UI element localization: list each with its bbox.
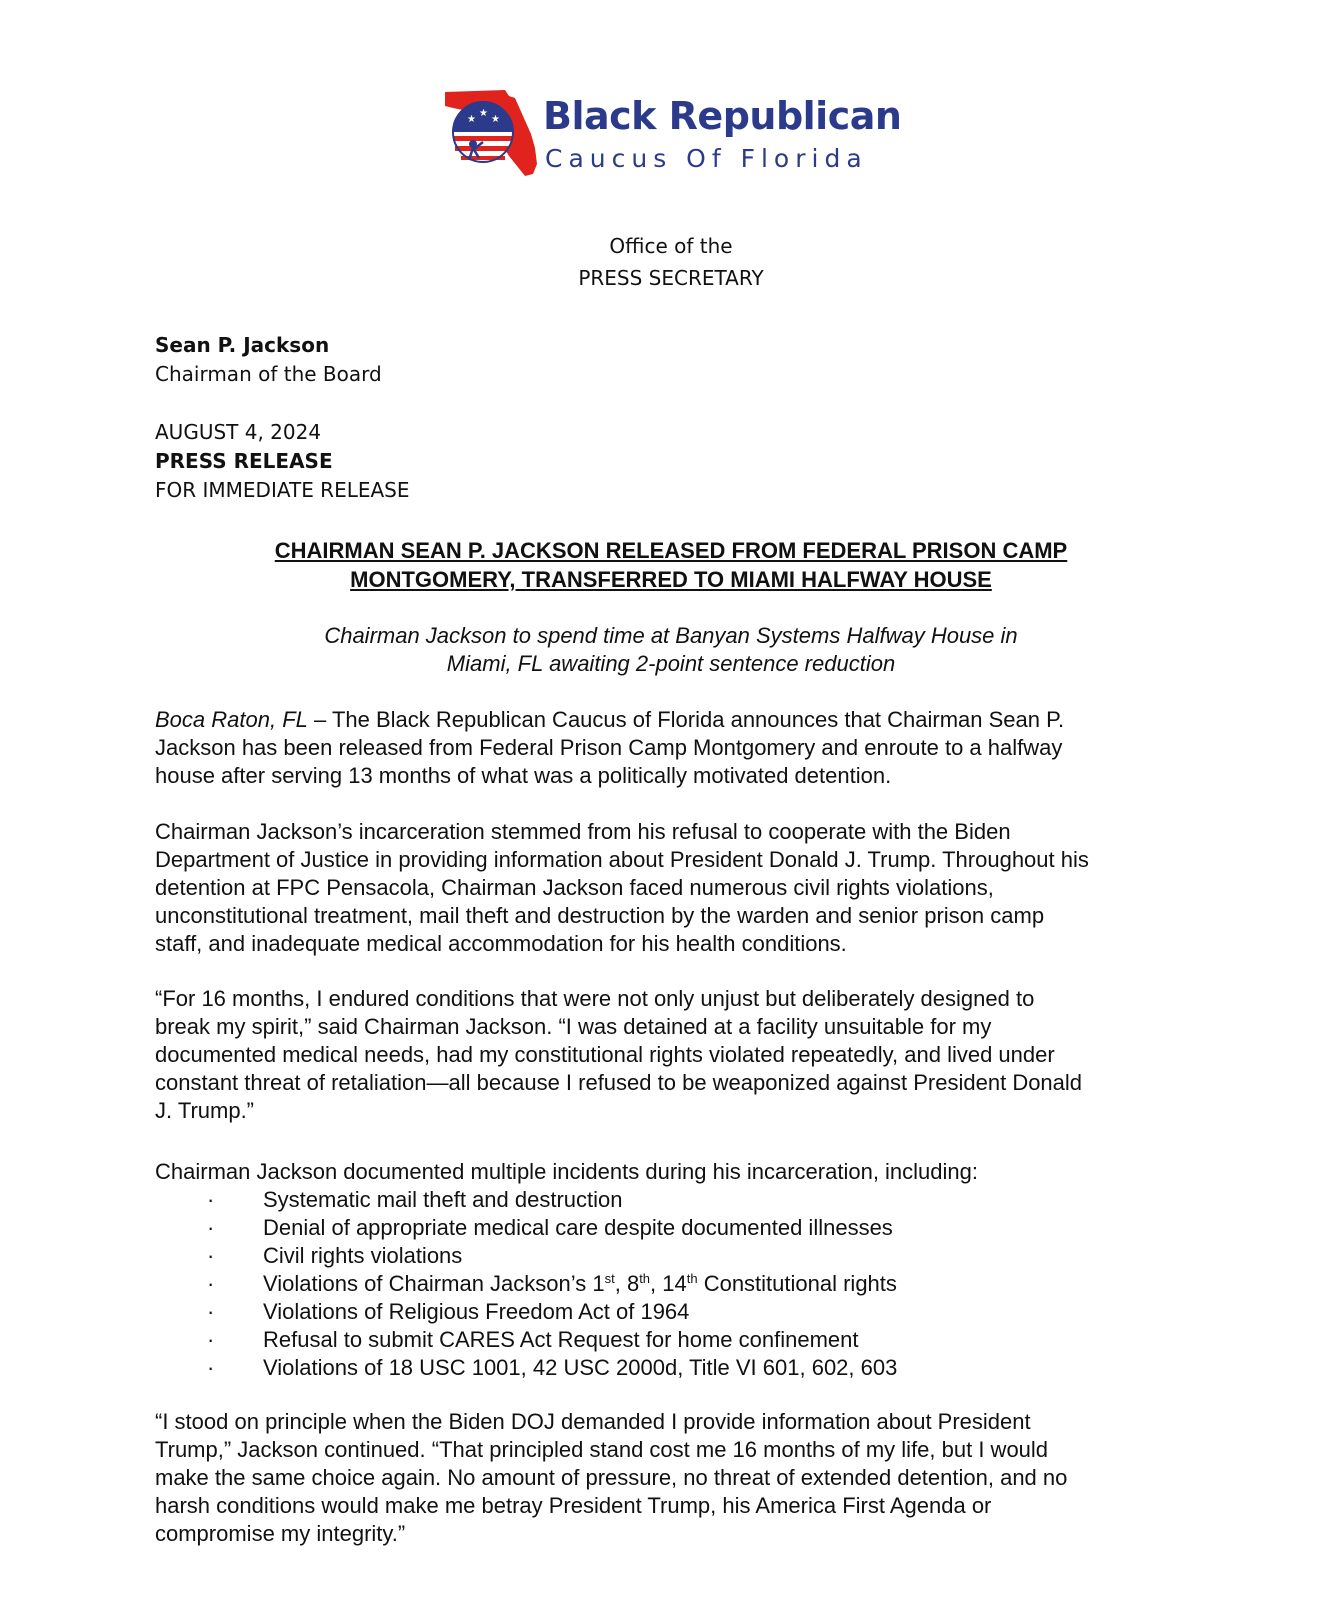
paragraph-text: make the same choice again. No amount of pressure, no threat of extended detention, and no [155, 1465, 1068, 1490]
paragraph-quote-2 [155, 1408, 1205, 1548]
paragraph-text: detention at FPC Pensacola, Chairman Jackson faced numerous civil rights violations, [155, 875, 994, 900]
paragraph-text: “I stood on principle when the Biden DOJ demanded I provide information about President [155, 1409, 1031, 1434]
list-item-text: Violations of Chairman Jackson’s 1st, 8th, 14th Constitutional rights [263, 1271, 897, 1296]
paragraph-text: break my spirit,” said Chairman Jackson. “I was detained at a facility unsuitable for my [155, 1014, 992, 1039]
subhead-line: Miami, FL awaiting 2-point sentence reduction [446, 651, 896, 676]
list-item-text: Denial of appropriate medical care despite documented illnesses [263, 1215, 893, 1240]
paragraph-intro [155, 706, 1205, 790]
logo-title: Black Republican [543, 94, 902, 138]
paragraph-text: harsh conditions would make me betray President Trump, his America First Agenda or [155, 1493, 992, 1518]
list-item-text: Violations of Religious Freedom Act of 1964 [263, 1299, 690, 1324]
signer-block [155, 331, 382, 389]
dateline: Boca Raton, FL [155, 707, 308, 732]
headline-line: MONTGOMERY, TRANSFERRED TO MIAMI HALFWAY HOUSE [350, 567, 992, 592]
headline [0, 536, 1342, 594]
subhead-line: Chairman Jackson to spend time at Banyan Systems Halfway House in [324, 623, 1018, 648]
organization-logo [443, 86, 903, 182]
list-item-text: Systematic mail theft and destruction [263, 1187, 623, 1212]
release-date: AUGUST 4, 2024 [155, 420, 322, 444]
paragraph-incidents-intro [155, 1158, 1205, 1186]
svg-text:★: ★ [491, 114, 500, 125]
bullet-marker: · [207, 1327, 215, 1352]
release-info [155, 418, 410, 505]
florida-flag-emblem-icon [443, 86, 543, 182]
paragraph-text: staff, and inadequate medical accommodation for his health conditions. [155, 931, 847, 956]
office-header [0, 230, 1342, 294]
svg-text:★: ★ [467, 114, 476, 125]
paragraph-text: house after serving 13 months of what was a politically motivated detention. [155, 763, 892, 788]
bullet-marker: · [207, 1355, 215, 1380]
svg-text:★: ★ [479, 108, 488, 119]
office-title: PRESS SECRETARY [578, 266, 764, 290]
release-type: PRESS RELEASE [155, 449, 333, 473]
subheadline [0, 622, 1342, 678]
office-line: Office of the [609, 234, 733, 258]
paragraph-text: compromise my integrity.” [155, 1521, 406, 1546]
paragraph-text: – The Black Republican Caucus of Florida announces that Chairman Sean P. [307, 707, 1065, 732]
signer-title: Chairman of the Board [155, 362, 382, 386]
paragraph-text: “For 16 months, I endured conditions that were not only unjust but deliberately designed to [155, 986, 1035, 1011]
release-note: FOR IMMEDIATE RELEASE [155, 478, 410, 502]
paragraph-text: Jackson has been released from Federal Prison Camp Montgomery and enroute to a halfway [155, 735, 1063, 760]
bullet-marker: · [207, 1243, 215, 1268]
bullet-marker: · [207, 1187, 215, 1212]
paragraph-text: Trump,” Jackson continued. “That principled stand cost me 16 months of my life, but I would [155, 1437, 1049, 1462]
paragraph-quote-1 [155, 985, 1205, 1125]
paragraph-text: Chairman Jackson’s incarceration stemmed from his refusal to cooperate with the Biden [155, 819, 1011, 844]
bullet-marker: · [207, 1215, 215, 1240]
signer-name: Sean P. Jackson [155, 333, 330, 357]
paragraph-text: constant threat of retaliation—all because I refused to be weaponized against President Donald [155, 1070, 1083, 1095]
list-item-text: Civil rights violations [263, 1243, 463, 1268]
paragraph-text: Department of Justice in providing information about President Donald J. Trump. Throughout his [155, 847, 1089, 872]
list-item-text: Violations of 18 USC 1001, 42 USC 2000d, Title VI 601, 602, 603 [263, 1355, 898, 1380]
paragraph-text: unconstitutional treatment, mail theft and destruction by the warden and senior prison camp [155, 903, 1045, 928]
paragraph-background [155, 818, 1205, 958]
paragraph-text: J. Trump.” [155, 1098, 255, 1123]
headline-line: CHAIRMAN SEAN P. JACKSON RELEASED FROM FEDERAL PRISON CAMP [274, 538, 1068, 563]
bullet-marker: · [207, 1271, 215, 1296]
paragraph-text: documented medical needs, had my constitutional rights violated repeatedly, and lived under [155, 1042, 1055, 1067]
logo-subtitle: Caucus Of Florida [545, 144, 868, 173]
list-item-text: Refusal to submit CARES Act Request for home confinement [263, 1327, 859, 1352]
bullet-marker: · [207, 1299, 215, 1324]
paragraph-text: Chairman Jackson documented multiple incidents during his incarceration, including: [155, 1159, 978, 1184]
